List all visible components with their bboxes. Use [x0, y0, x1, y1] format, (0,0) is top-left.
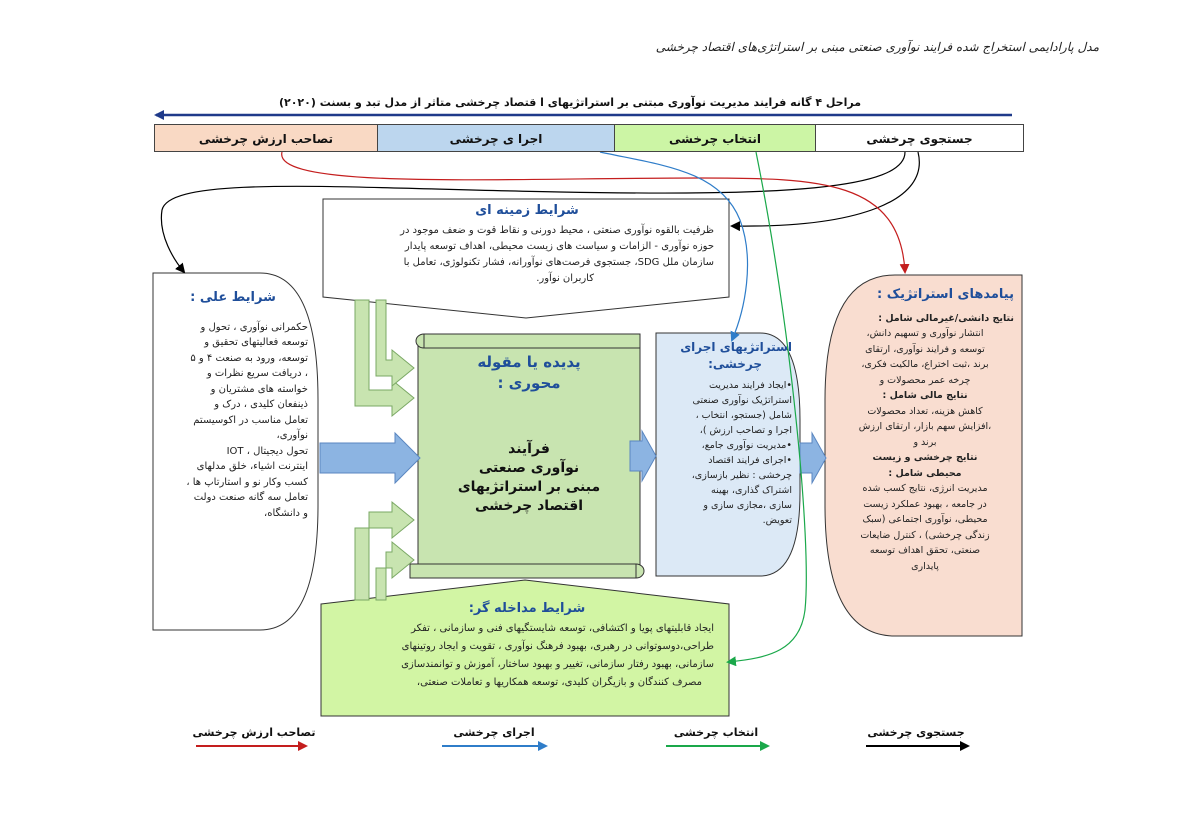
core-title-line: پدیده یا مقوله [477, 353, 581, 371]
strategies-title-line: چرخشی: [708, 357, 762, 371]
legend-search-label: جستجوی چرخشی [867, 726, 965, 739]
causal-line: ذینفعان کلیدی ، درک و [214, 399, 308, 410]
causal-line: نوآوری، [276, 430, 308, 441]
strategies-line: •اجرای فرایند اقتصاد [708, 455, 792, 466]
causal-line: توسعه فعالیتهای تحقیق و [204, 337, 308, 348]
strategies-line: استراتژیک نوآوری صنعتی [692, 395, 792, 406]
intervening-line: سازمانی، بهبود رفتار سازمانی، تغییر و بهبود ساختار، آموزش و توانمندسازی [401, 659, 714, 670]
strategies-line: •ایجاد فرایند مدیریت [708, 380, 792, 391]
core-title-line: محوری : [497, 374, 561, 392]
outcomes-group-heading: محیطی شامل : [888, 467, 962, 479]
context-title: شرایط زمینه ای [475, 203, 579, 218]
outcomes-title: پیامدهای استراتژیک : [877, 287, 1014, 302]
phase-value-capture: تصاحب ارزش چرخشی [154, 124, 378, 152]
causal-line: حکمرانی نوآوری ، تحول و [200, 321, 308, 333]
implementation-strategies [658, 340, 798, 528]
outcomes-line: چرخه عمر محصولات و [879, 374, 971, 386]
phase-execution: اجرا ی چرخشی [377, 124, 615, 152]
strategies-line: سازی ،مجازی سازی و [703, 500, 792, 511]
strategies-line: اشتراک گذاری، بهینه [711, 485, 792, 496]
outcomes-line: مدیریت انرژی، نتایج کسب شده [862, 483, 988, 494]
intervening-title: شرایط مداخله گر: [468, 601, 586, 616]
context-to-core-arrow-2 [376, 300, 414, 386]
strategies-line: شامل (جستجو، انتخاب ، [695, 410, 792, 421]
causal-title: شرایط علی : [190, 290, 276, 305]
causal-line: تعامل سه گانه صنعت دولت [193, 492, 308, 503]
outcomes-line: در جامعه ، بهبود عملکرد زیست [863, 498, 987, 510]
intervening-to-core-arrow-2 [376, 542, 414, 600]
causal-line: تعامل مناسب در اکوسیستم [193, 414, 308, 426]
causal-to-core-arrow [320, 433, 420, 483]
page-title: مدل پارادایمی استخراج شده فرایند نوآوری صنعتی مبنی بر استراتژی‌های اقتصاد چرخشی [655, 40, 1099, 54]
core-body-line: اقتصاد چرخشی [474, 498, 584, 514]
causal-line: ، دریافت سریع نظرات و [206, 368, 308, 379]
outcomes-group-heading: نتایج دانشی/غیرمالی شامل : [878, 312, 1014, 324]
causal-conditions [156, 290, 316, 521]
strategies-line: تعویض. [762, 515, 792, 526]
outcomes-line: توسعه و فرایند نوآوری، ارتقای [865, 343, 985, 355]
strategies-to-outcomes-arrow [800, 433, 826, 483]
phase-search: جستجوی چرخشی [815, 124, 1024, 152]
outcomes-line: زندگی چرخشی) ، کنترل ضایعات [860, 529, 990, 541]
phases-heading: مراحل ۴ گانه فرایند مدیریت نوآوری مبتنی بر استراتژیهای ا قتصاد چرخشی متاثر از مدل تبد و بسنت (۲۰۲۰) [278, 96, 862, 109]
causal-line: اینترنت اشیاء، خلق مدلهای [196, 461, 308, 472]
causal-line: کسب وکار نو و استارتاپ ها ، [186, 476, 308, 488]
core-body-line: مبنی بر استراتژیهای [457, 479, 601, 495]
outcomes-line: ،افزایش سهم بازار، ارتقای ارزش [858, 421, 992, 432]
outcomes-line: برند و [913, 436, 937, 448]
causal-line: خواسته های مشتریان و [210, 383, 308, 395]
strategic-outcomes [832, 287, 1020, 574]
core-body-line: فرآیند [508, 441, 550, 457]
intervening-line: مصرف کنندگان و بازیگران کلیدی، توسعه همکاریها و تعاملات صنعتی، [416, 677, 702, 688]
strategies-line: •مدیریت نوآوری جامع، [701, 440, 792, 451]
intervening-line: ایجاد قابلیتهای پویا و اکتشافی، توسعه شایستگیهای فنی و سازمانی ، تفکر [411, 623, 714, 634]
legend-execution-label: اجرای چرخشی [453, 726, 535, 739]
phase-selection: انتخاب چرخشی [614, 124, 816, 152]
strategies-line: چرخشی : نظیر بازسازی، [691, 470, 792, 481]
strategies-line: اجرا و تصاحب ارزش )، [699, 425, 792, 436]
context-conditions [330, 203, 724, 287]
outcomes-group-heading: نتایج مالی شامل : [882, 390, 968, 401]
causal-line: و دانشگاه، [264, 507, 308, 519]
legend-selection-label: انتخاب چرخشی [673, 726, 759, 739]
outcomes-line: کاهش هزینه، تعداد محصولات [867, 405, 983, 417]
outcomes-line: برند ،ثبت اختراع، مالکیت فکری، [861, 359, 989, 370]
outcomes-line: صنعتی، تحقق اهداف توسعه [869, 545, 981, 556]
core-phenomenon [425, 352, 633, 516]
search-to-context-curve [732, 152, 919, 226]
causal-line: تحول دیجیتال ، IOT [226, 445, 308, 457]
causal-line: توسعه، ورود به صنعت ۴ و ۵ [190, 352, 308, 364]
legend-value-label: تصاحب ارزش چرخشی [192, 726, 316, 739]
core-body-line: نوآوری صنعتی [478, 460, 580, 476]
context-line: کاربران نوآور. [536, 273, 594, 284]
outcomes-group-heading: نتایج چرخشی و زیست [872, 452, 978, 463]
context-line: سازمان ملل SDG، جستجوی فرصت‌های نوآورانه، فشار تکنولوژی، تعامل با [403, 257, 714, 268]
strategies-title-line: استراتژیهای اجرای [680, 340, 792, 354]
outcomes-line: محیطی، نوآوری اجتماعی (سبک [862, 514, 988, 525]
intervening-line: طراحی،دوسوتوانی در رهبری، بهبود فرهنگ نوآوری ، تقویت و ایجاد روتینهای [401, 641, 714, 652]
outcomes-line: انتشار نوآوری و تسهیم دانش، [866, 328, 984, 339]
outcomes-line: پایداری [911, 560, 939, 572]
context-line: حوزه نوآوری - الزامات و سیاست های زیست محیطی، اهداف توسعه پایدار [404, 241, 714, 252]
context-line: ظرفیت بالقوه نوآوری صنعتی ، محیط دورنی و نقاط قوت و ضعف موجود در [400, 225, 714, 236]
intervening-conditions [330, 600, 724, 692]
